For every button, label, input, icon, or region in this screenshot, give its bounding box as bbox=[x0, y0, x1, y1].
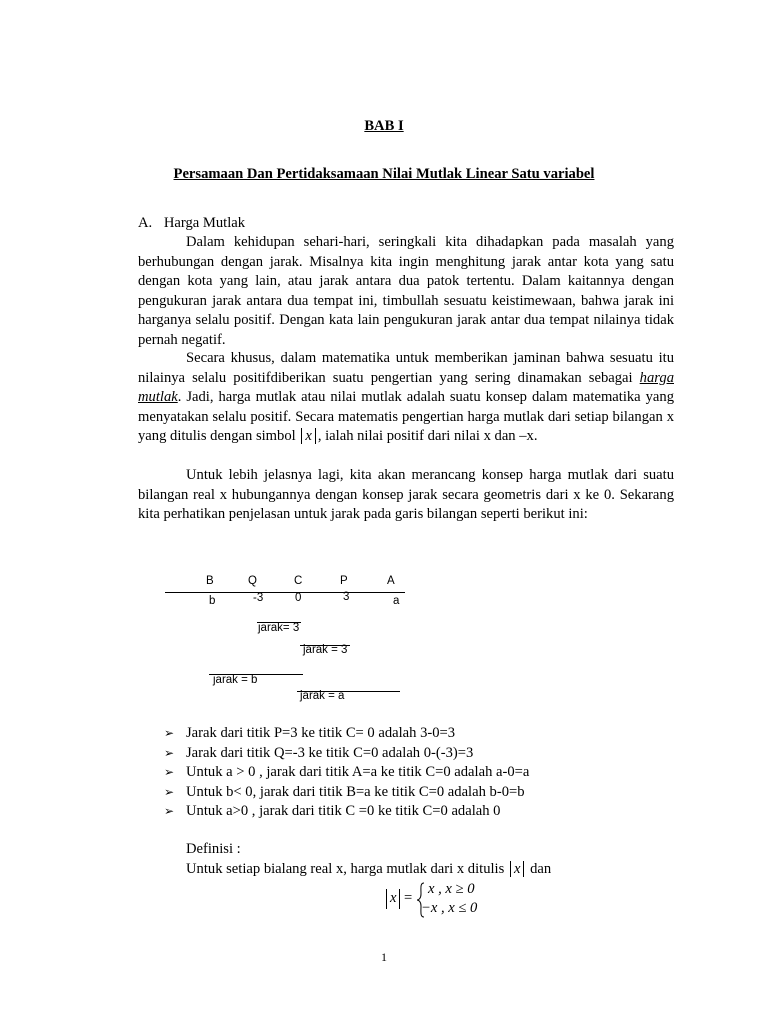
paragraph-3-text: Untuk lebih jelasnya lagi, kita akan merancang konsep harga mutlak dari suatu bilangan real x hubungannya dengan konsep jarak secara geometris dari x ke 0. Sekarang kita perhatikan penjelasan untuk jarak pada garis bilangan seperti berikut ini: bbox=[138, 467, 674, 522]
bullet-text: Jarak dari titik Q=-3 ke titik C=0 adalah 0-(-3)=3 bbox=[186, 744, 474, 761]
bullet-text: Untuk b< 0, jarak dari titik B=a ke titik C=0 adalah b-0=b bbox=[186, 783, 525, 800]
value-label-b: b bbox=[209, 595, 216, 607]
absolute-value-symbol: x bbox=[510, 861, 524, 877]
chapter-heading: BAB I bbox=[364, 118, 404, 134]
arrow-bullet-icon: ➢ bbox=[164, 804, 175, 818]
section-heading bbox=[138, 214, 245, 234]
definition-text bbox=[186, 860, 551, 880]
paragraph-absolute-value bbox=[138, 349, 674, 447]
section-letter: A. bbox=[138, 215, 153, 231]
bullet-text: Untuk a>0 , jarak dari titik C =0 ke titik C=0 adalah 0 bbox=[186, 803, 501, 819]
paragraph-2-text bbox=[138, 349, 674, 447]
paragraph-2-middle: . Jadi, harga mutlak atau nilai mutlak adalah suatu konsep dalam matematika yang menyatakan selalu positif. Secara matematis pengertian harga mutlak dari setiap bilangan x yang ditulis dengan simbol bbox=[138, 389, 674, 444]
point-label-a: A bbox=[387, 575, 395, 587]
absolute-value-symbol: x bbox=[301, 428, 315, 444]
formula-equals: = bbox=[404, 890, 413, 906]
arrow-bullet-icon: ➢ bbox=[164, 726, 175, 740]
point-label-c: C bbox=[294, 575, 303, 587]
value-label-p: 3 bbox=[343, 591, 350, 603]
point-label-b: B bbox=[206, 575, 214, 587]
bullet-list bbox=[0, 724, 768, 824]
formula-case-2: −x , x ≤ 0 bbox=[421, 900, 478, 916]
paragraph-1-text: Dalam kehidupan sehari-hari, seringkali kita dihadapkan pada masalah yang berhubungan dengan jarak. Misalnya kita ingin menghitung jarak antar kota yang satu dengan kota yang lain, atau jarak antara dua patok tertentu. Dalam kaitannya dengan pengukuran jarak antara dua tempat ini, timbullah sesuatu keistimewaan, bahwa jarak ini harganya selalu positif. Dengan kata lain pengukuran jarak antar dua tempat nilainya tidak pernah negatif. bbox=[138, 234, 674, 348]
document-title: Persamaan Dan Pertidaksamaan Nilai Mutlak Linear Satu variabel bbox=[173, 166, 595, 182]
point-label-q: Q bbox=[248, 575, 257, 587]
point-label-p: P bbox=[340, 575, 348, 587]
distance-label-qc: jarak= 3 bbox=[258, 622, 300, 634]
arrow-bullet-icon: ➢ bbox=[164, 765, 175, 779]
paragraph-intro bbox=[138, 233, 674, 350]
arrow-bullet-icon: ➢ bbox=[164, 745, 175, 760]
definition-text-before: Untuk setiap bialang real x, harga mutlak dari x ditulis bbox=[186, 861, 505, 877]
paragraph-2-after: , ialah nilai positif dari nilai x dan –x. bbox=[317, 428, 538, 444]
distance-label-ca: jarak = a bbox=[300, 690, 345, 702]
distance-label-cp: jarak = 3 bbox=[303, 644, 348, 656]
number-line bbox=[165, 592, 405, 593]
definition-label: Definisi : bbox=[186, 841, 241, 857]
arrow-bullet-icon: ➢ bbox=[164, 784, 175, 799]
value-label-a: a bbox=[393, 595, 400, 607]
value-label-q: -3 bbox=[253, 592, 264, 604]
bullet-text: Untuk a > 0 , jarak dari titik A=a ke titik C=0 adalah a-0=a bbox=[186, 764, 530, 780]
formula-case-1: x , x ≥ 0 bbox=[428, 881, 475, 897]
paragraph-number-line-intro bbox=[138, 466, 674, 525]
page-number: 1 bbox=[381, 950, 387, 964]
bullet-text: Jarak dari titik P=3 ke titik C= 0 adalah 3-0=3 bbox=[186, 725, 456, 741]
piecewise-formula bbox=[384, 880, 494, 920]
paragraph-2-before: Secara khusus, dalam matematika untuk memberikan jaminan bahwa sesuatu itu nilainya selalu positifdiberikan suatu pengertian yang sering dinamakan sebagai bbox=[138, 350, 674, 386]
value-label-c: 0 bbox=[295, 592, 302, 604]
term-harga-mutlak: harga mutlak bbox=[138, 369, 674, 405]
section-title: Harga Mutlak bbox=[163, 215, 246, 231]
distance-label-bc: jarak = b bbox=[213, 674, 258, 686]
definition-text-after: dan bbox=[530, 861, 552, 877]
formula-lhs: x bbox=[386, 889, 400, 909]
number-line-figure bbox=[0, 570, 768, 710]
